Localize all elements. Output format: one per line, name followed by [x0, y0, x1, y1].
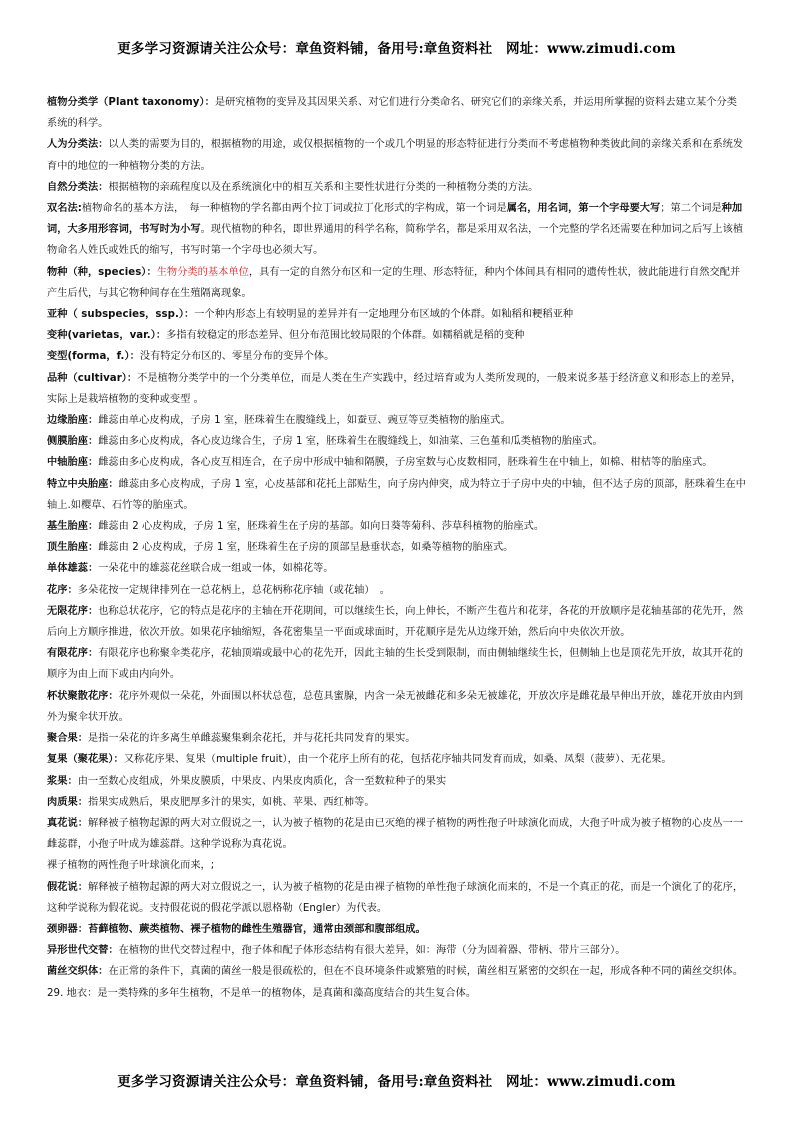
entry-berry	[47, 771, 747, 792]
entry-term: 单体雄蕊：	[47, 563, 99, 575]
entry-term: 浆果：	[47, 775, 78, 787]
entry-basal-placentation	[47, 516, 747, 537]
entry-species	[47, 262, 747, 304]
entry-definition: 不是植物分类学中的一个分类单位，而是人类在生产实践中，经过培育或为人类所发现的，一般来说多基于经济意义和形态上的差异，实际上是栽培植物的变种或变型 。	[47, 372, 742, 405]
entry-definite-inflorescence	[47, 643, 747, 685]
entry-term: 亚种（ subspecies，ssp.）：	[47, 309, 195, 321]
entry-apical-placentation	[47, 537, 747, 558]
entry-definition: 又称花序果、复果（multiple fruit），由一个花序上所有的花，包括花序轴共同发育而成，如桑、凤梨（菠萝）、无花果。	[123, 754, 672, 766]
entry-term: 异形世代交替：	[47, 945, 119, 957]
entry-definition: 多指有较稳定的形态差异、但分布范围比较局限的个体群。如糯稻就是稻的变种	[166, 330, 525, 342]
entry-term: 自然分类法：	[47, 181, 109, 193]
entry-term: 复果（聚花果）：	[47, 754, 124, 766]
entry-term: 侧膜胎座：	[47, 436, 99, 448]
entry-definition: 多朵花按一定规律排列在一总花柄上，总花柄称花序轴（或花轴） 。	[77, 584, 390, 596]
entry-definition: 一朵花中的雄蕊花丝联合成一组或一体，如棉花等。	[98, 563, 334, 575]
entry-definition: 苔藓植物、蕨类植物、裸子植物的雌性生殖器官，通常由颈部和腹部组成。	[87, 923, 426, 935]
entry-definition: 雌蕊由 2 心皮构成，子房 1 室，胚珠着生在子房的基部。如向日葵等菊科、莎草科植物的胎座式。	[98, 521, 545, 533]
entry-multiple-fruit	[47, 749, 747, 770]
entry-term: 真花说：	[47, 817, 88, 829]
entry-variety	[47, 325, 747, 346]
entry-definition: 由一至数心皮组成，外果皮膜质，中果皮、内果皮肉质化，含一至数粒种子的果实	[77, 775, 447, 787]
entry-term: 颈卵器：	[47, 923, 88, 935]
entry-emphasis: 属名，用名词，第一个字母要大写	[506, 203, 661, 215]
entry-term: 杯状聚散花序：	[47, 690, 119, 702]
entry-term: 假花说：	[47, 881, 88, 893]
entry-archegonium	[47, 919, 747, 940]
entry-definition: 雌蕊由多心皮构成，子房 1 室，心皮基部和花托上部贴生，向子房内伸突，成为特立于子房中央的中轴，但不达子房的顶部，胚珠着生在中轴上.如樱草、石竹等的胎座式。	[47, 478, 747, 511]
entry-term: 物种（种，species）：	[47, 266, 157, 278]
entry-emphasis: 种加词，大多用形容词，书写时为小写	[47, 203, 743, 236]
entry-definition: 雌蕊由多心皮构成，各心皮边缘合生，子房 1 室，胚珠着生在腹缝线上，如油菜、三色堇和瓜类植物的胎座式。	[98, 436, 603, 448]
footer-banner: 更多学习资源请关注公众号：章鱼资料铺，备用号:章鱼资料社 网址：www.zimudi.com	[117, 1074, 676, 1090]
entry-definition: 是研究植物的变异及其因果关系、对它们进行分类命名、研究它们的亲缘关系，并运用所掌握的资料去建立某个分类系统的科学。	[47, 97, 737, 130]
header-banner: 更多学习资源请关注公众号：章鱼资料铺，备用号:章鱼资料社 网址：www.zimudi.com	[117, 41, 676, 57]
entry-marginal-placentation	[47, 410, 747, 431]
entry-fleshy-fruit	[47, 792, 747, 813]
entry-definition: 也称总状花序，它的特点是花序的主轴在开花期间，可以继续生长，向上伸长，不断产生苞片和花芽，各花的开放顺序是花轴基部的花先开，然后向上方顺序推进，依次开放。如果花序轴缩短，各花密集呈一平面或球面时，开花顺序是先从边缘开始，然后向中央依次开放。	[47, 605, 744, 639]
entry-note-line	[47, 855, 747, 876]
entry-definition: 以人类的需要为目的，根据植物的用途，或仅根据植物的一个或几个明显的形态特征进行分类而不考虑植物种类彼此间的亲缘关系和在系统发育中的地位的一种植物分类的方法。	[47, 139, 744, 172]
entry-parietal-placentation	[47, 431, 747, 452]
entry-term: 花序：	[47, 584, 78, 596]
entry-term: 植物分类学（Plant taxonomy）：	[47, 97, 215, 108]
entry-definition: 解释被子植物起源的两大对立假说之一，认为被子植物的花是由已灭绝的裸子植物的两性孢子叶球演化而成，大孢子叶成为被子植物的心皮丛一一雌蕊群，小孢子叶成为雄蕊群。这种学说称为真花说。	[47, 817, 744, 851]
entry-euanthial-theory	[47, 813, 747, 855]
entry-definition: 在植物的世代交替过程中，孢子体和配子体形态结构有很大差异，如：海带（分为固着器、带柄、带片三部分）。	[118, 945, 626, 957]
entry-term: 人为分类法：	[47, 139, 109, 151]
entry-definition: 裸子植物的两性孢子叶球演化而来，;	[47, 860, 215, 872]
entry-heteromorphic-alternation	[47, 940, 747, 961]
entry-pseudanthial-theory	[47, 877, 747, 919]
entry-definition: 一个种内形态上有较明显的差异并有一定地理分布区域的个体群。如籼稻和粳稻亚种	[194, 309, 574, 321]
entry-definition: 是指一朵花的许多离生单雌蕊聚集剩余花托，并与花托共同发育的果实。	[87, 733, 416, 745]
entry-artificial-classification	[47, 134, 747, 176]
entry-term: 基生胎座：	[47, 521, 99, 533]
entry-term: 菌丝交织体：	[47, 966, 109, 978]
glossary-content	[47, 92, 747, 1004]
entry-cultivar	[47, 368, 747, 410]
entry-term: 中轴胎座：	[47, 457, 99, 469]
entry-term: 变种(varietas，var.）：	[47, 330, 167, 342]
entry-term: 变型(forma，f.）：	[47, 351, 140, 363]
entry-definition: 解释被子植物起源的两大对立假说之一，认为被子植物的花是由裸子植物的单性孢子球演化而来的，不是一个真正的花，而是一个演化了的花序，这种学说称为假花说。支持假花说的假花学派以恩格勒（Engler）为代表。	[47, 881, 744, 914]
entry-definition-part: 植物命名的基本方法， 每一种植物的学名都由两个拉丁词或拉丁化形式的字构成，第一个词是	[81, 203, 507, 215]
entry-definition: 指果实成熟后，果皮肥厚多汁的果实，如桃、苹果、西红柿等。	[87, 796, 375, 808]
entry-plant-taxonomy	[47, 92, 747, 134]
entry-mycelial-tissue	[47, 961, 747, 1003]
entry-indefinite-inflorescence	[47, 601, 747, 643]
entry-definition: 雌蕊由单心皮构成，子房 1 室，胚珠着生在腹缝线上，如蚕豆、豌豆等豆类植物的胎座式。	[98, 415, 511, 427]
entry-definition-part: 。现代植物的种名，即世界通用的科学名称，简称学名，都是采用双名法，一个完整的学名还需要在种加词之后写上该植物命名人姓氏或姓氏的缩写，书写时第一个字母也必须大写。	[47, 224, 744, 257]
entry-inflorescence	[47, 580, 747, 601]
entry-free-central-placentation	[47, 474, 747, 516]
entry-definition: 没有特定分布区的、零星分布的变异个体。	[139, 351, 335, 363]
entry-form	[47, 346, 747, 367]
entry-term: 顶生胎座：	[47, 542, 99, 554]
entry-definition-part: ；第二个词是	[660, 203, 722, 215]
entry-definition: 雌蕊由多心皮构成，各心皮互相连合，在子房中形成中轴和隔膜，子房室数与心皮数相同，胚珠着生在中轴上，如棉、柑桔等的胎座式。	[98, 457, 713, 469]
entry-axile-placentation	[47, 452, 747, 473]
entry-subspecies	[47, 304, 747, 325]
entry-natural-classification	[47, 177, 747, 198]
entry-binomial-nomenclature	[47, 198, 747, 262]
entry-term: 肉质果：	[47, 796, 88, 808]
entry-highlight: 生物分类的基本单位	[156, 266, 249, 278]
entry-term: 双名法:	[47, 203, 82, 215]
entry-term: 特立中央胎座：	[47, 478, 119, 490]
entry-cyathium	[47, 686, 747, 728]
entry-term: 边缘胎座：	[47, 415, 99, 427]
entry-term: 品种（cultivar）：	[47, 372, 138, 384]
entry-definition: 根据植物的亲疏程度以及在系统演化中的相互关系和主要性状进行分类的一种植物分类的方法。	[108, 181, 539, 193]
entry-term: 有限花序：	[47, 648, 99, 660]
entry-definition: 有限花序也称聚伞类花序，花轴顶端或最中心的花先开，因此主轴的生长受到限制，而由侧轴继续生长，但侧轴上也是顶花先开放，故其开花的顺序为由上而下或由内向外。	[47, 648, 744, 681]
entry-definition: ，具有一定的自然分布区和一定的生理、形态特征，种内个体间具有相同的遗传性状，彼此能进行自然交配并产生后代，与其它物种间存在生殖隔离现象。	[47, 266, 741, 299]
entry-definition: 在正常的条件下，真菌的菌丝一般是很疏松的，但在不良环境条件或繁殖的时候，菌丝相互紧密的交织在一起，形成各种不同的菌丝交织体。29. 地衣：是一类特殊的多年生植物，不是单一的植物体，是真菌和藻高度结合的共生复合体。	[47, 966, 744, 999]
entry-aggregate-fruit	[47, 728, 747, 749]
entry-definition: 花序外观似一朵花，外面围以杯状总苞，总苞具蜜腺，内含一朵无被雌花和多朵无被雄花，开放次序是雌花最早伸出开放，雄花开放由内到外为聚伞状开放。	[47, 690, 744, 723]
entry-definition: 雌蕊由 2 心皮构成，子房 1 室，胚珠着生在子房的顶部呈悬垂状态，如桑等植物的胎座式。	[98, 542, 514, 554]
entry-term: 聚合果：	[47, 733, 88, 745]
entry-term: 无限花序：	[47, 605, 99, 617]
entry-monadelphous-stamen	[47, 558, 747, 579]
